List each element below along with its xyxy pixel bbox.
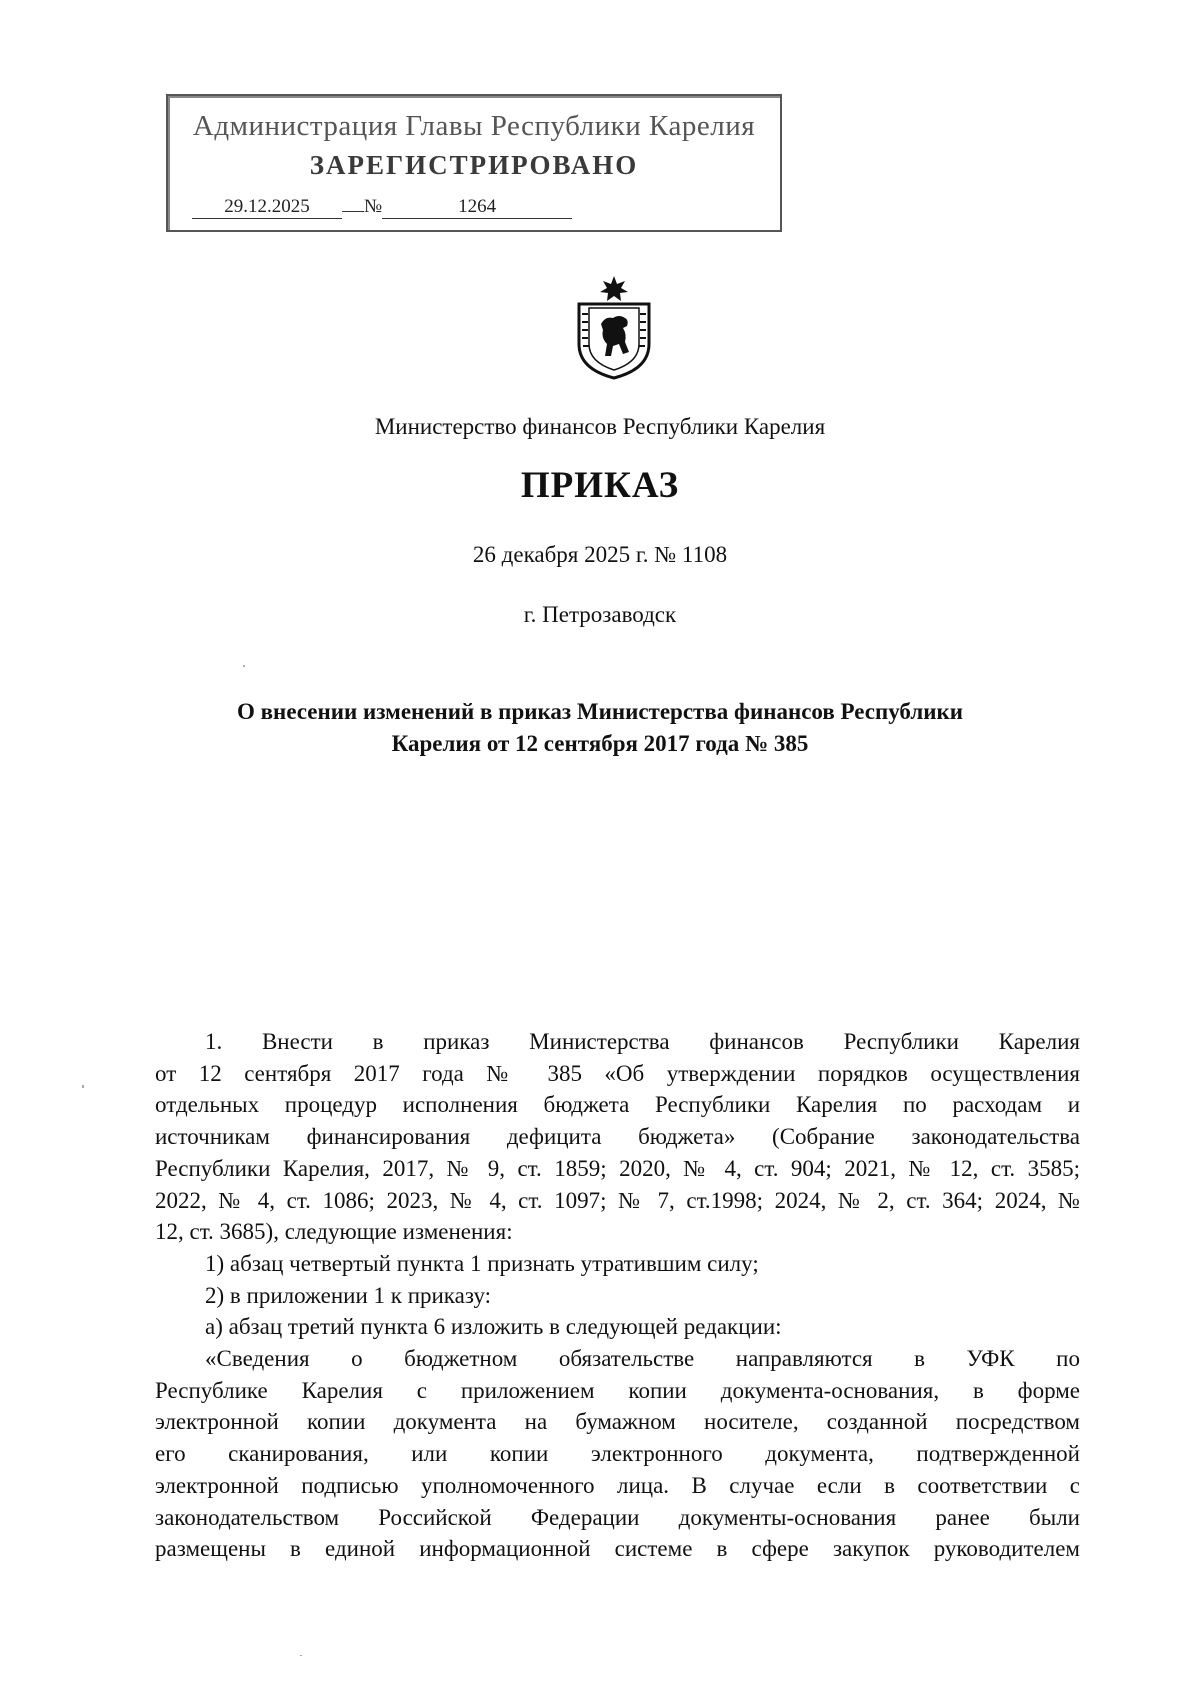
body-line: Республики Карелия, 2017, № 9, ст. 1859; 2020, № 4, ст. 904; 2021, № 12, ст. 3585; [155,1155,1080,1181]
order-date-number: 26 декабря 2025 г. № 1108 [472,542,728,567]
scan-speck [300,1655,302,1656]
quote-line: размещены в единой информационной системе в сфере закупок руководителем [155,1536,1080,1562]
subject-line-1: О внесении изменений в приказ Министерства финансов Республики [237,699,963,724]
stamp-authority: Администрация Главы Республики Карелия [192,110,756,142]
order-body [155,1026,1080,1565]
stamp-date: 29.12.2025 [192,196,342,219]
list-item-2: 2) в приложении 1 к приказу: [205,1282,492,1308]
body-line: отдельных процедур исполнения бюджета Республики Карелия по расходам и [155,1092,1080,1118]
quote-line: Республике Карелия с приложением копии документа-основания, в форме [155,1377,1080,1403]
quote-line: законодательством Российской Федерации документы-основания ранее были [155,1504,1080,1530]
body-line: 2022, № 4, ст. 1086; 2023, № 4, ст. 1097; № 7, ст.1998; 2024, № 2, ст. 364; 2024, № [155,1187,1080,1213]
body-line: 1. Внести в приказ Министерства финансов Республики Карелия [205,1029,1080,1054]
body-line: от 12 сентября 2017 года № 385 «Об утверждении порядков осуществления [155,1060,1080,1086]
scan-speck [243,665,245,667]
list-item-2a: а) абзац третий пункта 6 изложить в следующей редакции: [205,1314,782,1340]
stamp-number: 1264 [382,196,572,219]
stamp-number-sign: № [364,196,383,217]
quote-line: электронной копии документа на бумажном носителе, созданной посредством [155,1409,1080,1435]
quote-line: его сканирования, или копии электронного документа, подтвержденной [155,1441,1080,1467]
stamp-registered-label: ЗАРЕГИСТРИРОВАНО [309,150,639,180]
ministry-name: Министерство финансов Республики Карелия [374,414,826,439]
list-item-1: 1) абзац четвертый пункта 1 признать утратившим силу; [205,1250,759,1276]
quote-line: «Сведения о бюджетном обязательстве направляются в УФК по [205,1346,1080,1372]
body-line: 12, ст. 3685), следующие изменения: [155,1219,513,1245]
karelia-coat-of-arms-icon [571,274,657,380]
stamp-registration-line [192,196,572,219]
quote-line: электронной подписью уполномоченного лица. В случае если в соответствии с [155,1472,1080,1498]
registration-stamp [166,94,782,232]
document-type-title: ПРИКАЗ [520,465,680,506]
body-line: источникам финансирования дефицита бюджета» (Собрание законодательства [155,1124,1080,1150]
order-subject [0,696,1200,760]
subject-line-2: Карелия от 12 сентября 2017 года № 385 [391,731,809,756]
scan-speck [82,1085,84,1088]
order-city: г. Петрозаводск [523,602,677,627]
